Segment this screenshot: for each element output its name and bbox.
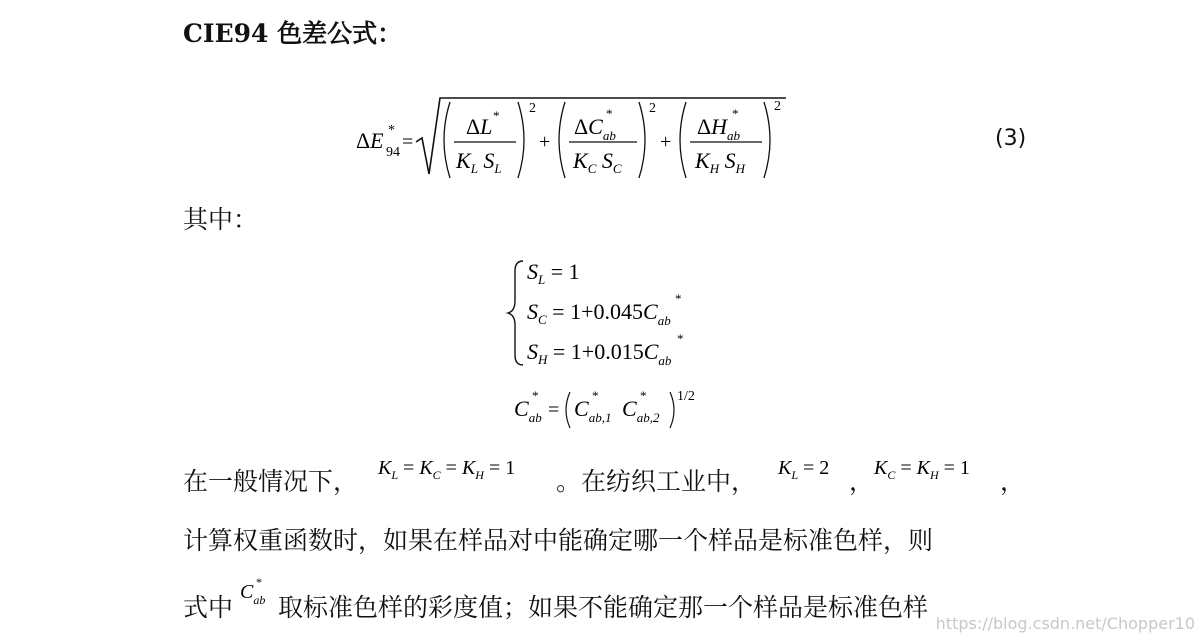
term1-denominator: $K_L$ $S_L$ [456,148,502,176]
equals-sign: = [402,131,414,153]
paren-close-1 [518,102,524,178]
term3-denominator: $K_H$ $S_H$ [695,148,745,176]
where-label: 其中： [183,205,259,234]
term2-denominator: $K_C$ $S_C$ [573,148,622,176]
cab-equation [510,382,710,434]
cab-1: $C_{ab,1}$ [574,396,612,425]
term1-num-star: * [493,108,500,123]
left-brace [508,261,523,365]
inline-cab-star [238,576,278,612]
cab-exponent: 1/2 [677,389,695,404]
inline-kl-2 [776,452,848,486]
svg-text:KL = KC = KH = 1: $K_L = K_C = K_H = 1$ [378,457,516,482]
cie94-equation [350,88,800,188]
delta-e-sub: 94 [386,145,400,160]
sc-star: * [675,291,682,306]
weighting-functions-system [505,255,715,375]
cab-lhs-star: * [532,388,539,403]
paren-open-2 [559,102,565,178]
cab-paren-open [566,392,570,428]
inline-kc-kh-1 [872,452,1002,486]
cab-2: $C_{ab,2}$ [622,396,660,425]
paren-open-1 [444,102,450,178]
formula-title: CIE94 色差公式： [183,19,403,48]
cab-1-star: * [592,388,599,403]
term1-exponent: 2 [529,101,536,116]
delta-e-symbol: ΔE [356,128,384,153]
svg-text:*: * [256,576,262,589]
watermark-url: https://blog.csdn.net/Chopper10 [935,614,1195,633]
paragraph-line3-start: 式中 [183,593,234,622]
term1-numerator: ΔL [466,114,493,139]
paren-close-2 [639,102,645,178]
cab-paren-close [670,392,674,428]
paragraph-line1-comma: ， [849,467,875,496]
term3-num-star: * [732,106,739,121]
term3-numerator: $\Delta H_{ab}$ [697,114,741,143]
paragraph-line3-end: 取标准色样的彩度值；如果不能确定那一个样品是标准色样 [278,593,929,622]
sl-equation: $S_L = 1$ [527,259,580,287]
sc-equation: $S_C = 1+0.045C_{ab}$ [527,299,671,328]
svg-text:KC = KH = 1: $K_C = K_H = 1$ [874,457,970,482]
cab-lhs: $C_{ab}$ [514,396,542,425]
term2-exponent: 2 [649,101,656,116]
term3-exponent: 2 [774,99,781,114]
paragraph-line1-end: ， [1000,467,1026,496]
equation-number: (3) [995,126,1027,151]
paren-open-3 [680,102,686,178]
paren-close-3 [764,102,770,178]
sh-equation: $S_H = 1+0.015C_{ab}$ [527,339,672,368]
svg-text:KL = 2: $K_L = 2$ [778,457,830,482]
term2-num-star: * [606,106,613,121]
plus-2: + [660,131,672,153]
cab-equals: = [548,399,560,421]
cab-2-star: * [640,388,647,403]
term2-numerator: $\Delta C_{ab}$ [574,114,616,143]
delta-e-star: * [388,123,395,138]
sh-star: * [677,331,684,346]
plus-1: + [539,131,551,153]
paragraph-line1-middle: 。在纺织工业中， [556,467,757,496]
svg-text:Cab: $C_{ab}$ [240,581,266,607]
inline-k-all-equal [376,452,556,486]
paragraph-line2: 计算权重函数时，如果在样品对中能确定哪一个样品是标准色样，则 [183,526,934,555]
paragraph-line1-start: 在一般情况下， [183,467,359,496]
